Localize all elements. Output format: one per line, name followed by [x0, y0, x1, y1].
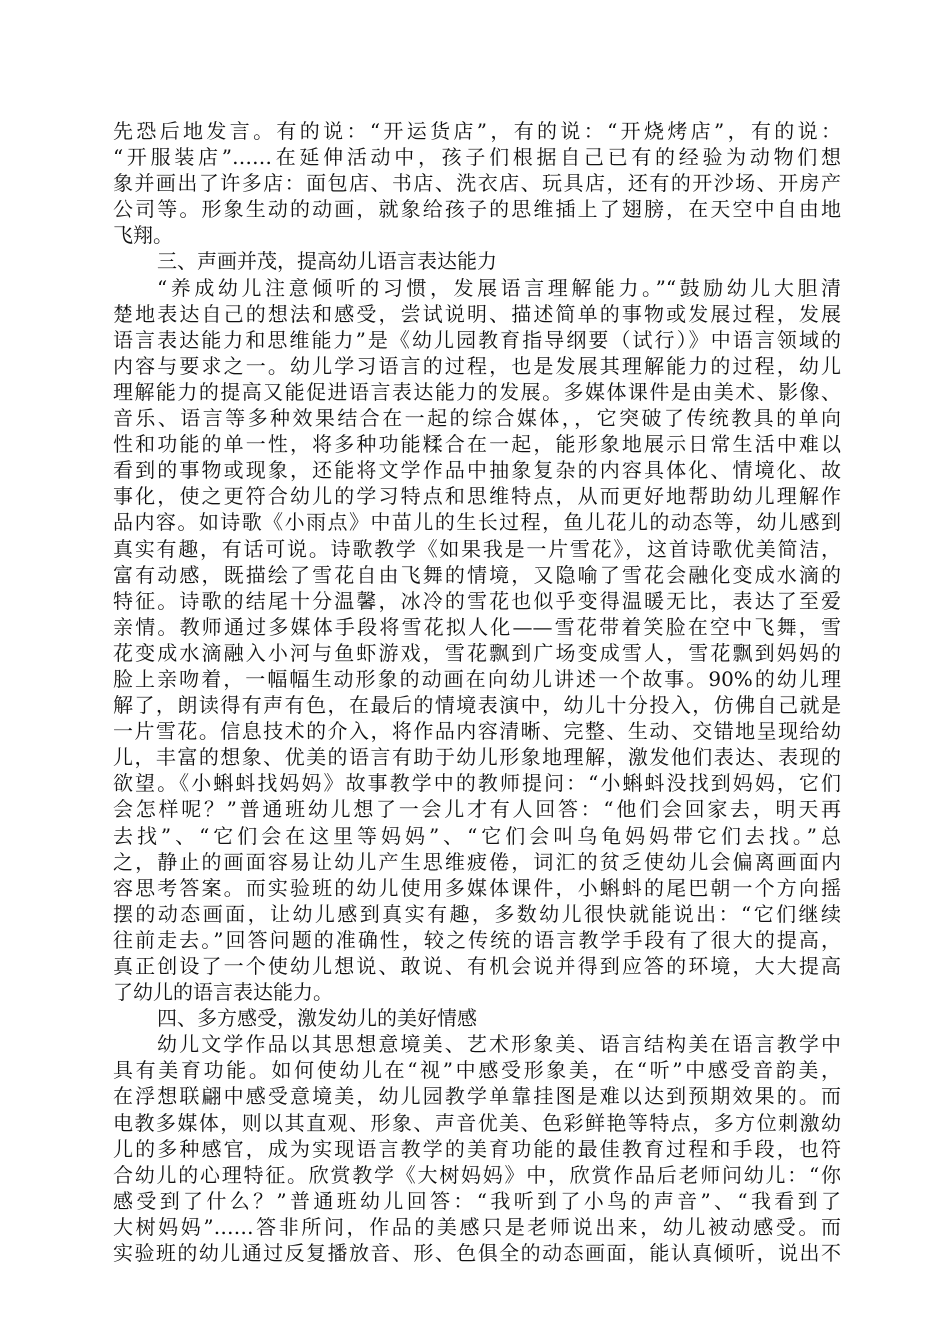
text-line: 儿的多种感官，成为实现语言教学的美育功能的最佳教育过程和手段，也符: [113, 1136, 841, 1161]
text-line: 特征。诗歌的结尾十分温馨，冰冷的雪花也似乎变得温暖无比，表达了至爱: [113, 588, 841, 613]
heading-text: 四、多方感受，激发幼儿的美好情感: [157, 1006, 477, 1031]
heading-text: 三、声画并茂，提高幼儿语言表达能力: [157, 249, 497, 274]
text-line: 合幼儿的心理特征。欣赏教学《大树妈妈》中，欣赏作品后老师问幼儿：“你: [113, 1162, 841, 1187]
text-line: 脸上亲吻着，一幅幅生动形象的动画在向幼儿讲述一个故事。90%的幼儿理: [113, 666, 841, 691]
text-line: 欲望。《小蝌蚪找妈妈》故事教学中的教师提问：“小蝌蚪没找到妈妈，它们: [113, 771, 841, 796]
text-line: 去找”、“它们会在这里等妈妈”、“它们会叫乌龟妈妈带它们去找。”总: [113, 823, 841, 848]
text-line: 实验班的幼儿通过反复播放音、形、色俱全的动态画面，能认真倾听，说出不: [113, 1241, 841, 1266]
paragraph-section-three: [113, 275, 841, 1006]
text-line: 内容与要求之一。幼儿学习语言的过程，也是发展其理解能力的过程，幼儿: [113, 353, 841, 378]
text-line: 幼儿文学作品以其思想意境美、艺术形象美、语言结构美在语言教学中: [157, 1032, 841, 1057]
text-line: 摆的动态画面，让幼儿感到真实有趣，多数幼儿很快就能说出：“它们继续: [113, 901, 841, 926]
text-line: 真实有趣，有话可说。诗歌教学《如果我是一片雪花》，这首诗歌优美简洁，: [113, 536, 841, 561]
document-page: [113, 118, 841, 1266]
text-line: 大树妈妈”……答非所问，作品的美感只是老师说出来，幼儿被动感受。而: [113, 1214, 841, 1239]
section-heading-four: [113, 1005, 841, 1031]
text-line: 解了，朗读得有声有色，在最后的情境表演中，幼儿十分投入，仿佛自己就是: [113, 693, 841, 718]
text-line: 会怎样呢？”普通班幼儿想了一会儿才有人回答：“他们会回家去，明天再: [113, 797, 841, 822]
text-line: 理解能力的提高又能促进语言表达能力的发展。多媒体课件是由美术、影像、: [113, 379, 841, 404]
paragraph-continuation: [113, 118, 841, 248]
paragraph-section-four: [113, 1031, 841, 1266]
text-line: 富有动感，既描绘了雪花自由飞舞的情境，又隐喻了雪花会融化变成水滴的: [113, 562, 841, 587]
text-line: “养成幼儿注意倾听的习惯，发展语言理解能力。”“鼓励幼儿大胆清: [157, 275, 841, 300]
text-line: 事化，使之更符合幼儿的学习特点和思维特点，从而更好地帮助幼儿理解作: [113, 484, 841, 509]
text-line: 真正创设了一个使幼儿想说、敢说、有机会说并得到应答的环境，大大提高: [113, 954, 841, 978]
text-line: 花变成水滴融入小河与鱼虾游戏，雪花飘到广场变成雪人，雪花飘到妈妈的: [113, 640, 841, 665]
text-line: 品内容。如诗歌《小雨点》中苗儿的生长过程，鱼儿花儿的动态等，幼儿感到: [113, 510, 841, 535]
text-line: 象并画出了许多店：面包店、书店、洗衣店、玩具店，还有的开沙场、开房产: [113, 171, 841, 196]
text-line: 音乐、语言等多种效果结合在一起的综合媒体，，它突破了传统教具的单向: [113, 406, 841, 431]
section-heading-three: [113, 248, 841, 274]
text-line: 具有美育功能。如何使幼儿在“视”中感受形象美，在“听”中感受音韵美，: [113, 1058, 841, 1083]
text-line: 一片雪花。信息技术的介入，将作品内容清晰、完整、生动、交错地呈现给幼: [113, 719, 841, 744]
text-line: 性和功能的单一性，将多种功能糅合在一起，能形象地展示日常生活中难以: [113, 432, 841, 457]
text-line: 在浮想联翩中感受意境美，幼儿园教学单靠挂图是难以达到预期效果的。而: [113, 1084, 841, 1109]
text-line: 语言表达能力和思维能力”是《幼儿园教育指导纲要（试行）》中语言领域的: [113, 327, 841, 352]
text-line: 看到的事物或现象，还能将文学作品中抽象复杂的内容具体化、情境化、故: [113, 458, 841, 483]
text-line: 先恐后地发言。有的说：“开运货店”，有的说：“开烧烤店”，有的说：: [113, 119, 841, 143]
text-line: 飞翔。: [113, 223, 173, 248]
text-line: 亲情。教师通过多媒体手段将雪花拟人化——雪花带着笑脸在空中飞舞，雪: [113, 614, 841, 639]
text-line: 楚地表达自己的想法和感受，尝试说明、描述简单的事物或发展过程，发展: [113, 301, 841, 326]
text-line: 儿，丰富的想象、优美的语言有助于幼儿形象地理解，激发他们表达、表现的: [113, 745, 841, 770]
text-line: 容思考答案。而实验班的幼儿使用多媒体课件，小蝌蚪的尾巴朝一个方向摇: [113, 875, 841, 900]
text-line: 往前走去。”回答问题的准确性，较之传统的语言教学手段有了很大的提高，: [113, 927, 841, 952]
text-line: 了幼儿的语言表达能力。: [113, 980, 333, 1005]
text-line: “开服装店”……在延伸活动中，孩子们根据自己已有的经验为动物们想: [113, 145, 841, 170]
text-line: 感受到了什么？”普通班幼儿回答：“我听到了小鸟的声音”、“我看到了: [113, 1188, 841, 1213]
text-line: 公司等。形象生动的动画，就象给孩子的思维插上了翅膀，在天空中自由地: [113, 197, 841, 222]
text-line: 之，静止的画面容易让幼儿产生思维疲倦，词汇的贫乏使幼儿会偏离画面内: [113, 849, 841, 874]
text-line: 电教多媒体，则以其直观、形象、声音优美、色彩鲜艳等特点，多方位刺激幼: [113, 1110, 841, 1135]
